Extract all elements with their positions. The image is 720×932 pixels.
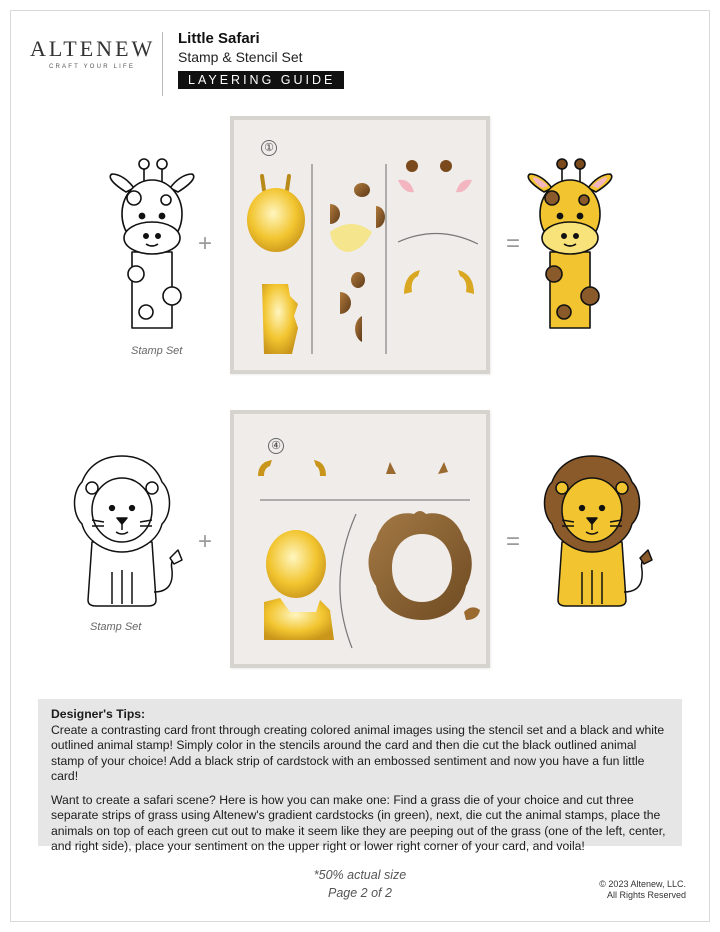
- designer-tips-panel: [38, 699, 682, 853]
- tips-paragraph-1: Create a contrasting card front through creating colored animal images using the stencil set and a black and white outlined animal stamp! Simply color in the stencils around the card and then die cut the black outlined animal stamp of your choice! Add a black strip of cardstock with an embossed sentiment and now you have a fun little card!: [51, 722, 665, 783]
- product-subtitle: Stamp & Stencil Set: [178, 49, 303, 65]
- page-number: Page 2 of 2: [328, 886, 392, 900]
- giraffe-stamp-illustration: [104, 156, 200, 328]
- brand-tagline: CRAFT YOUR LIFE: [48, 64, 136, 70]
- rights-text: All Rights Reserved: [606, 890, 686, 900]
- step-number-2: ④: [268, 438, 284, 454]
- brand-name: ALTENEW: [30, 36, 156, 61]
- title-block: [178, 30, 344, 89]
- stencil-card-lion: [230, 410, 490, 668]
- stamp-caption-2: Stamp Set: [90, 621, 142, 633]
- copyright-text: © 2023 Altenew, LLC.: [599, 879, 686, 889]
- equals-sign-1: =: [506, 230, 521, 257]
- giraffe-colored-illustration: [522, 156, 618, 328]
- giraffe-stencil-pieces: [234, 120, 486, 370]
- header: [30, 28, 690, 100]
- stencil-card-giraffe: [230, 116, 490, 374]
- brand-logo: [30, 36, 154, 70]
- tips-paragraph-2: Want to create a safari scene? Here is how you can make one: Find a grass die of your choice and cut three separate strips of grass using Altenew's gradient cardstocks (in green), next, die cut the animal stamps, place the animals on top of each green cut out to make it seem like they are peeping out of the grass (one of the left, center, and right side), place your sentiment on the upper right or lower right corner of your card, and voila!: [51, 792, 666, 853]
- product-title: Little Safari: [178, 30, 260, 47]
- size-note: *50% actual size: [313, 868, 407, 882]
- plus-sign-1: +: [198, 230, 213, 257]
- equals-sign-2: =: [506, 528, 521, 555]
- plus-sign-2: +: [198, 528, 213, 555]
- step-number-1: ①: [261, 140, 277, 156]
- footer-copyright: [560, 879, 686, 901]
- header-divider: [162, 32, 163, 96]
- tips-title: Designer's Tips:: [51, 707, 146, 721]
- lion-stencil-pieces: [234, 414, 486, 664]
- lion-colored-illustration: [532, 452, 658, 608]
- stamp-caption-1: Stamp Set: [131, 345, 183, 357]
- guide-badge: LAYERING GUIDE: [178, 71, 344, 89]
- lion-stamp-illustration: [62, 452, 188, 608]
- footer-center: [260, 866, 460, 902]
